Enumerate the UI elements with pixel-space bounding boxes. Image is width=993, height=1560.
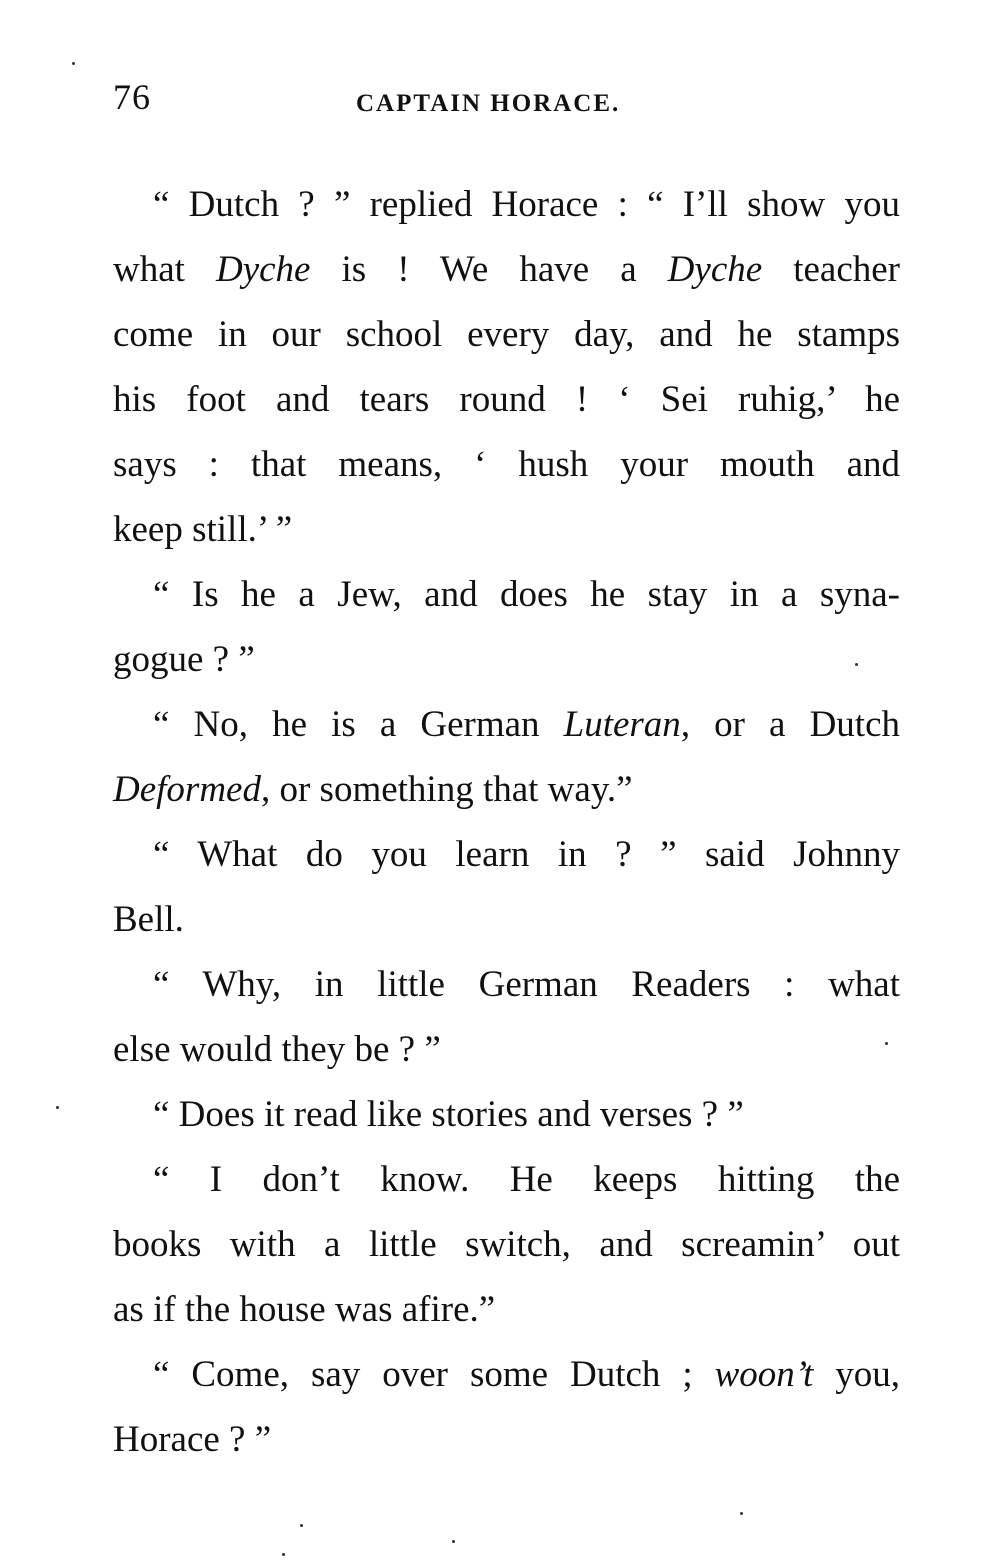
text-run: “ Dutch ? ” replied Horace : “ I’ll show you <box>153 184 900 225</box>
text-run: Horace ? ” <box>113 1419 272 1460</box>
text-run: come in our school every day, and he stamps <box>113 314 900 355</box>
italic-text: Deformed <box>113 769 261 810</box>
text-line <box>113 887 900 952</box>
scan-speck <box>855 663 858 666</box>
text-run: keep still.’ ” <box>113 509 293 550</box>
scan-speck <box>56 1106 59 1109</box>
running-head <box>113 76 898 126</box>
body-text <box>113 172 900 1472</box>
text-run: , or a Dutch <box>680 704 900 745</box>
italic-text: Dyche <box>215 249 311 290</box>
text-run: gogue ? ” <box>113 639 255 680</box>
text-line <box>113 627 900 692</box>
text-run: you, <box>813 1354 901 1395</box>
text-line <box>113 1082 900 1147</box>
text-run: books with a little switch, and screamin’ out <box>113 1224 900 1265</box>
text-line <box>113 497 900 562</box>
text-run: as if the house was afire.” <box>113 1289 496 1330</box>
text-line <box>113 1407 900 1472</box>
text-line <box>113 757 900 822</box>
scan-speck <box>740 1512 743 1515</box>
text-line <box>113 692 900 757</box>
text-line <box>113 1017 900 1082</box>
text-run: “ Does it read like stories and verses ? ” <box>153 1094 744 1135</box>
italic-text: Dyche <box>667 249 763 290</box>
scan-speck <box>282 1553 285 1556</box>
page-number: 76 <box>113 77 151 117</box>
text-line <box>113 367 900 432</box>
text-run: his foot and tears round ! ‘ Sei ruhig,’ he <box>113 379 900 420</box>
scan-speck <box>885 1042 888 1045</box>
text-run: what <box>113 249 216 290</box>
text-line <box>113 562 900 627</box>
text-run: Bell. <box>113 899 184 940</box>
text-line <box>113 1342 900 1407</box>
text-run: teacher <box>762 249 900 290</box>
scan-speck <box>452 1540 455 1543</box>
text-line <box>113 237 900 302</box>
scan-speck <box>300 1524 303 1527</box>
text-run: , or something that way.” <box>260 769 633 810</box>
text-run: “ No, he is a German <box>153 704 564 745</box>
italic-text: woon’t <box>714 1354 814 1395</box>
text-run: “ What do you learn in ? ” said Johnny <box>153 834 900 875</box>
text-run: says : that means, ‘ hush your mouth and <box>113 444 900 485</box>
text-run: “ I don’t know. He keeps hitting the <box>153 1159 900 1200</box>
text-run: else would they be ? ” <box>113 1029 441 1070</box>
text-run: “ Is he a Jew, and does he stay in a syna- <box>153 574 900 615</box>
running-title: CAPTAIN HORACE. <box>356 90 621 117</box>
scan-speck <box>72 62 75 65</box>
text-line <box>113 822 900 887</box>
text-line <box>113 1212 900 1277</box>
text-run: “ Why, in little German Readers : what <box>153 964 900 1005</box>
text-line <box>113 302 900 367</box>
text-line <box>113 172 900 237</box>
text-run: is ! We have a <box>310 249 668 290</box>
text-line <box>113 1277 900 1342</box>
text-line <box>113 432 900 497</box>
text-line <box>113 952 900 1017</box>
text-line <box>113 1147 900 1212</box>
italic-text: Luteran <box>563 704 681 745</box>
text-run: “ Come, say over some Dutch ; <box>153 1354 715 1395</box>
